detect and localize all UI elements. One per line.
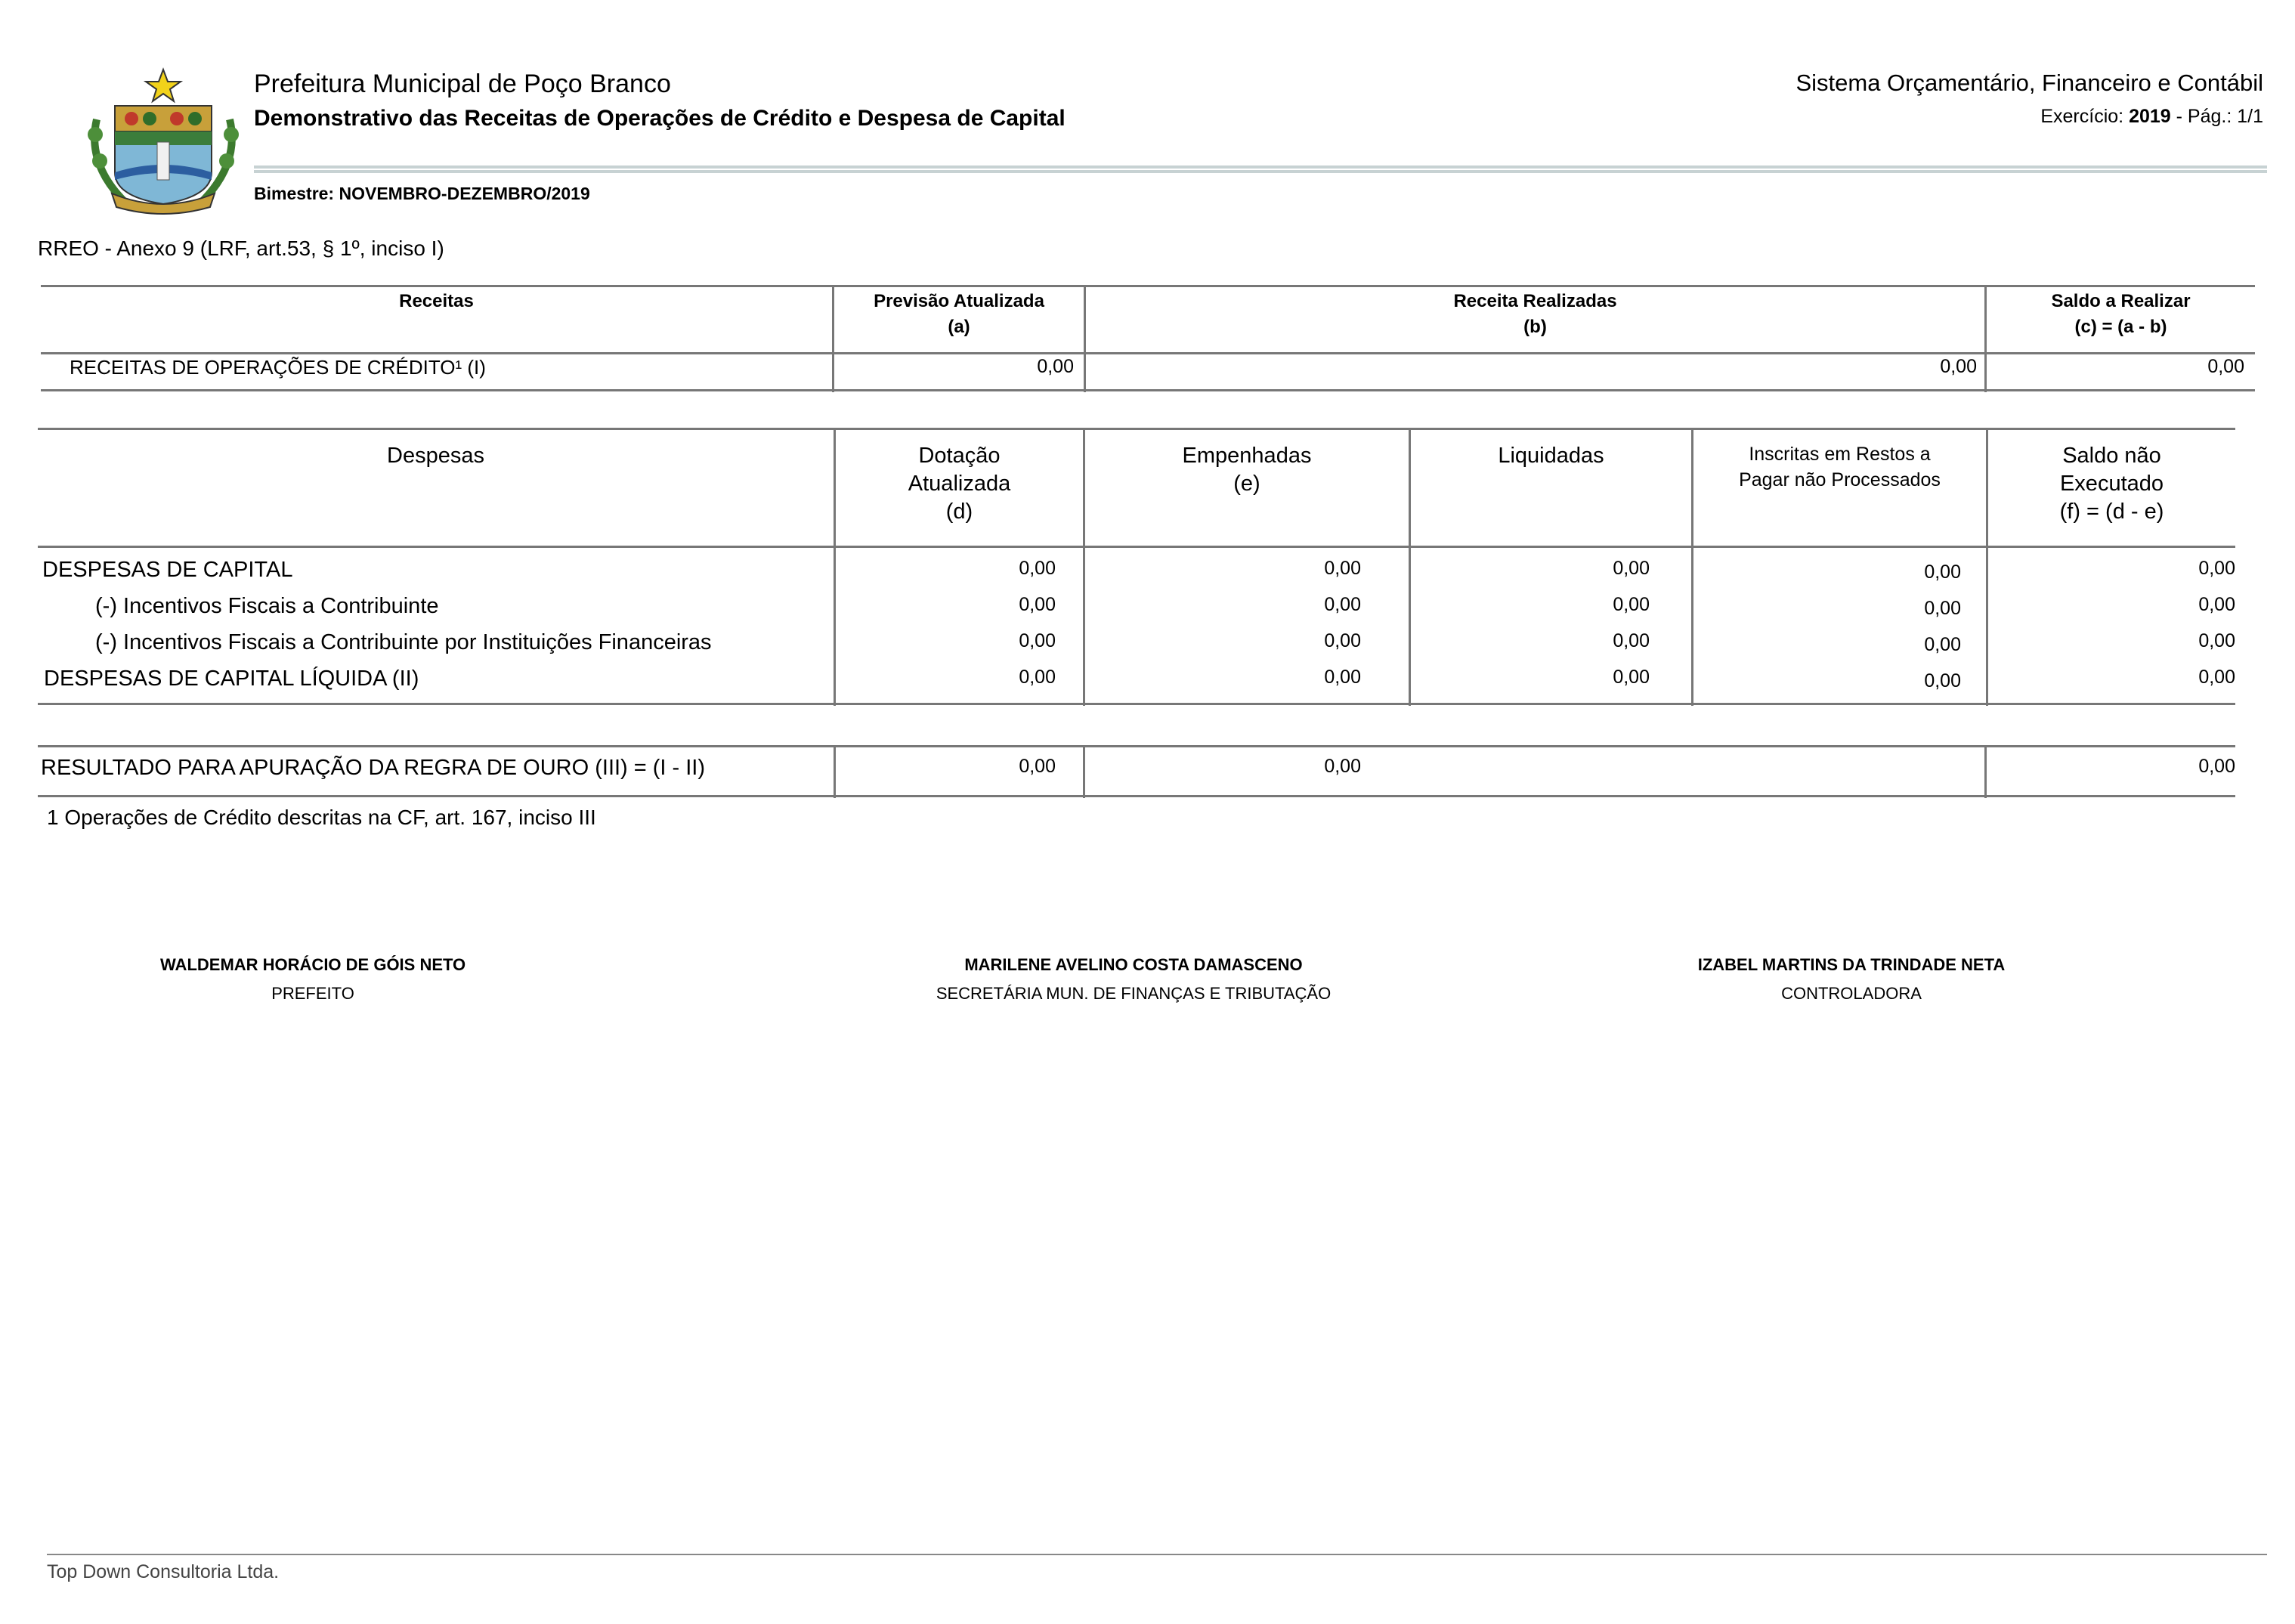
- value-saldo: 0,00: [2198, 667, 2235, 688]
- exercise-label: Exercício:: [2040, 106, 2124, 127]
- header-previsao-sub: (a): [948, 317, 970, 337]
- row-label: (-) Incentivos Fiscais a Contribuinte por Instituições Financeiras: [95, 630, 712, 654]
- header-saldo-line1: Saldo não: [2062, 444, 2161, 468]
- value-saldo: 0,00: [2198, 558, 2235, 579]
- value-liquidadas: 0,00: [1613, 558, 1650, 579]
- value-empenhadas: 0,00: [1324, 558, 1361, 579]
- footnote: 1 Operações de Crédito descritas na CF, art. 167, inciso III: [47, 806, 596, 829]
- header-dotacao-line3: (d): [945, 500, 973, 524]
- value-previsao: 0,00: [1037, 356, 1074, 377]
- header-restos-line2: Pagar não Processados: [1739, 469, 1941, 490]
- header-realizadas-sub: (b): [1523, 317, 1547, 337]
- value-saldo: 0,00: [2198, 630, 2235, 651]
- value-empenhadas: 0,00: [1324, 756, 1361, 777]
- footer-divider: [47, 1554, 2267, 1555]
- table-rule: [41, 352, 2255, 354]
- table-rule: [41, 389, 2255, 391]
- column-divider: [1984, 745, 1987, 798]
- value-empenhadas: 0,00: [1324, 630, 1361, 651]
- header-previsao: Previsão Atualizada: [874, 291, 1044, 311]
- header-realizadas: Receita Realizadas: [1453, 291, 1617, 311]
- signature-role: SECRETÁRIA MUN. DE FINANÇAS E TRIBUTAÇÃO: [936, 984, 1332, 1003]
- footer-text: Top Down Consultoria Ltda.: [47, 1561, 280, 1582]
- row-label: RECEITAS DE OPERAÇÕES DE CRÉDITO¹ (I): [70, 356, 486, 379]
- signature-name: IZABEL MARTINS DA TRINDADE NETA: [1697, 955, 2006, 974]
- municipal-coat-of-arms-icon: [82, 67, 245, 215]
- signature-role: PREFEITO: [271, 984, 354, 1003]
- value-liquidadas: 0,00: [1613, 667, 1650, 688]
- header-empenhadas-line2: (e): [1233, 472, 1260, 496]
- value-restos: 0,00: [1924, 598, 1961, 619]
- value-realizadas: 0,00: [1940, 356, 1977, 377]
- value-dotacao: 0,00: [1019, 558, 1056, 579]
- value-liquidadas: 0,00: [1613, 630, 1650, 651]
- value-saldo: 0,00: [2207, 356, 2244, 377]
- table-rule: [38, 703, 2235, 705]
- header-liquidadas: Liquidadas: [1498, 444, 1604, 468]
- header-dotacao-line2: Atualizada: [908, 472, 1011, 496]
- header-saldo-sub: (c) = (a - b): [2074, 317, 2167, 337]
- value-dotacao: 0,00: [1019, 756, 1056, 777]
- row-label: RESULTADO PARA APURAÇÃO DA REGRA DE OURO (III) = (I - II): [41, 756, 706, 780]
- signature-name: WALDEMAR HORÁCIO DE GÓIS NETO: [160, 955, 466, 974]
- header-divider: [254, 165, 2267, 173]
- value-restos: 0,00: [1924, 561, 1961, 583]
- system-name: Sistema Orçamentário, Financeiro e Contábil: [1795, 70, 2263, 96]
- column-divider: [1083, 745, 1085, 798]
- header-empenhadas-line1: Empenhadas: [1182, 444, 1312, 468]
- exercise-line: [2040, 106, 2263, 128]
- row-label: DESPESAS DE CAPITAL LÍQUIDA (II): [44, 667, 419, 691]
- header-receitas: Receitas: [399, 291, 474, 311]
- header-saldo-line3: (f) = (d - e): [2059, 500, 2164, 524]
- table-rule: [38, 546, 2235, 548]
- value-saldo: 0,00: [2198, 756, 2235, 777]
- signature-role: CONTROLADORA: [1781, 984, 1922, 1003]
- table-rule: [38, 745, 2235, 747]
- bimestre-label: Bimestre: NOVEMBRO-DEZEMBRO/2019: [254, 184, 590, 203]
- value-restos: 0,00: [1924, 634, 1961, 655]
- value-empenhadas: 0,00: [1324, 667, 1361, 688]
- value-saldo: 0,00: [2198, 594, 2235, 615]
- column-divider: [834, 745, 836, 798]
- header-saldo: Saldo a Realizar: [2051, 291, 2191, 311]
- org-name: Prefeitura Municipal de Poço Branco: [254, 70, 671, 98]
- value-dotacao: 0,00: [1019, 630, 1056, 651]
- table-rule: [38, 428, 2235, 430]
- header-restos-line1: Inscritas em Restos a: [1749, 444, 1931, 465]
- table-rule: [41, 285, 2255, 287]
- exercise-year: 2019: [2129, 106, 2171, 127]
- header-dotacao-line1: Dotação: [918, 444, 1001, 468]
- value-dotacao: 0,00: [1019, 594, 1056, 615]
- header-despesas: Despesas: [387, 444, 484, 468]
- page-indicator: - Pág.: 1/1: [2176, 106, 2263, 127]
- header-saldo-line2: Executado: [2059, 472, 2164, 496]
- signature-name: MARILENE AVELINO COSTA DAMASCENO: [964, 955, 1303, 974]
- report-title: Demonstrativo das Receitas de Operações de Crédito e Despesa de Capital: [254, 106, 1066, 131]
- row-label: (-) Incentivos Fiscais a Contribuinte: [95, 594, 439, 618]
- value-restos: 0,00: [1924, 670, 1961, 691]
- table-rule: [38, 795, 2235, 797]
- row-label: DESPESAS DE CAPITAL: [42, 558, 293, 582]
- value-dotacao: 0,00: [1019, 667, 1056, 688]
- value-empenhadas: 0,00: [1324, 594, 1361, 615]
- value-liquidadas: 0,00: [1613, 594, 1650, 615]
- annex-title: RREO - Anexo 9 (LRF, art.53, § 1º, inciso I): [38, 237, 444, 260]
